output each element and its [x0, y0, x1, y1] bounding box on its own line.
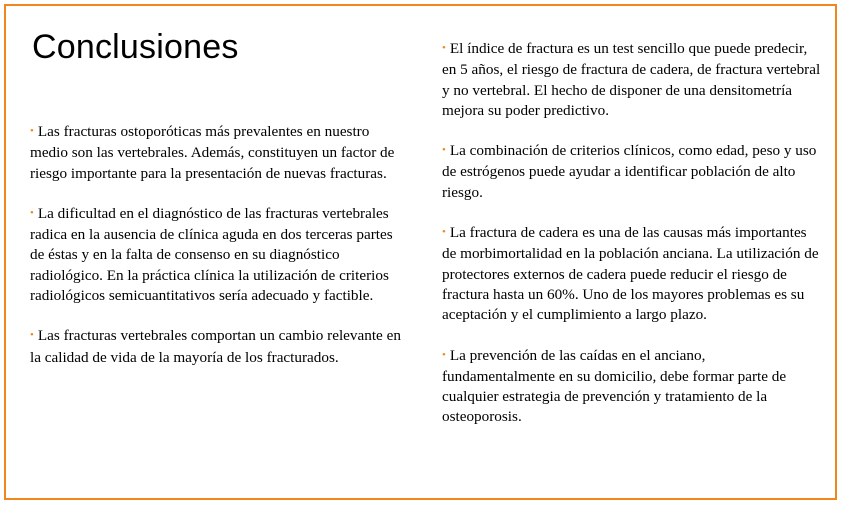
bullet-dot-icon: •	[442, 226, 446, 239]
bullet-text: Las fracturas vertebrales comportan un cambio relevante en la calidad de vida de la mayoría de los fracturados.	[30, 327, 401, 366]
right-column	[442, 39, 822, 448]
bullet-dot-icon: •	[442, 144, 446, 157]
bullet-text: La prevención de las caídas en el anciano, fundamentalmente en su domicilio, debe formar parte de cualquier estrategia de prevención y tratamiento de la osteoporosis.	[442, 346, 787, 426]
bullet-item	[30, 326, 408, 368]
bullet-item	[442, 223, 822, 325]
bullet-text: El índice de fractura es un test sencillo que puede predecir, en 5 años, el riesgo de fractura de cadera, de fractura vertebral y no vertebral. El hecho de disponer de una densitometría mejora su poder predictivo.	[442, 40, 821, 119]
bullet-item	[442, 346, 822, 428]
bullet-item	[30, 122, 408, 184]
bullet-text: La fractura de cadera es una de las causas más importantes de morbimortalidad en la población anciana. La utilización de protectores externos de cadera puede reducir el riesgo de fractura hasta un 60%. Uno de los mayores problemas es su aceptación y el cumplimiento a largo plazo.	[442, 224, 819, 324]
bullet-dot-icon: •	[30, 206, 34, 219]
bullet-text: La dificultad en el diagnóstico de las fracturas vertebrales radica en la ausencia de clínica aguda en dos terceras partes de éstas y en la falta de consenso en su diagnóstico radiológico. En la práctica clínica la utilización de criterios radiológicos semicuantitativos sería adecuado y factible.	[30, 204, 393, 305]
bullet-dot-icon: •	[442, 42, 446, 54]
bullet-item	[30, 204, 408, 306]
bullet-text: Las fracturas ostoporóticas más prevalentes en nuestro medio son las vertebrales. Además, constituyen un factor de riesgo importante para la presentación de nuevas fracturas.	[30, 123, 395, 182]
bullet-item	[442, 141, 822, 203]
bullet-text: La combinación de criterios clínicos, como edad, peso y uso de estrógenos puede ayudar a identificar población de alto riesgo.	[442, 142, 817, 201]
left-column	[30, 122, 408, 388]
bullet-dot-icon: •	[30, 329, 34, 342]
bullet-item	[442, 39, 822, 121]
bullet-dot-icon: •	[30, 125, 34, 137]
slide-title: Conclusiones	[32, 28, 239, 66]
slide-frame	[4, 4, 837, 500]
bullet-dot-icon: •	[442, 348, 446, 361]
